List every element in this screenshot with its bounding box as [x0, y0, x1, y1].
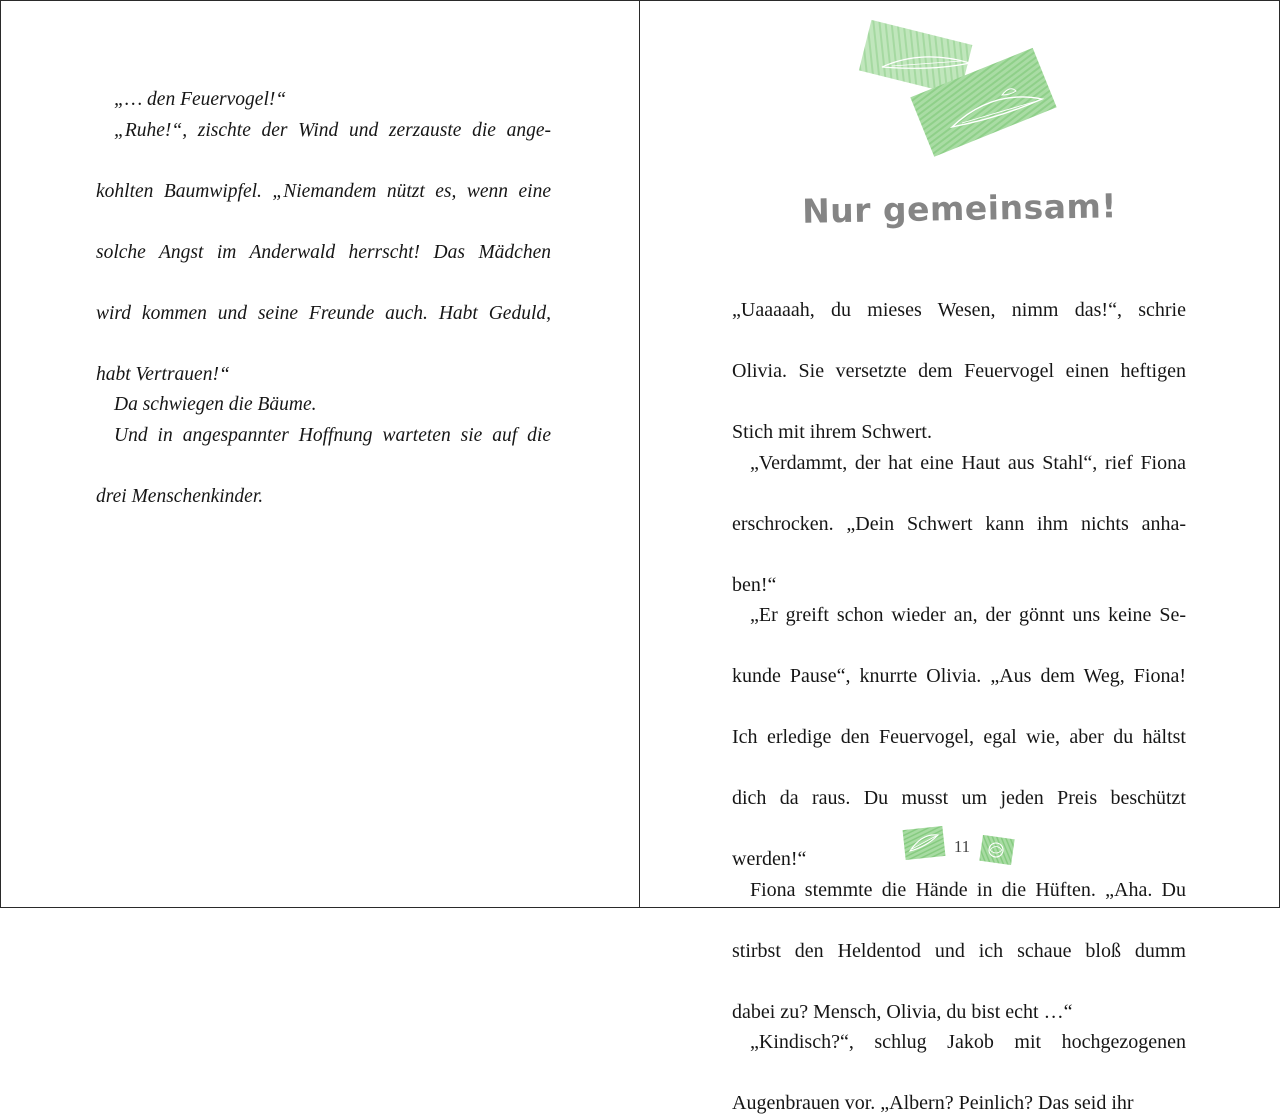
paragraph [96, 390, 551, 421]
right-page-text [732, 295, 1186, 1119]
paragraph [732, 448, 1186, 601]
text-line: „Kindisch?“, schlug Jakob mit hochgezogenen [750, 1031, 1186, 1053]
leaf-stamp-icon [979, 835, 1015, 865]
text-line: kohlten Baumwipfel. „Niemandem nützt es, wenn eine [96, 180, 551, 202]
paragraph [96, 421, 551, 513]
text-line: Olivia. Sie versetzte dem Feuervogel einen heftigen [732, 360, 1186, 382]
page-footer [640, 821, 1279, 871]
text-line: kunde Pause“, knurrte Olivia. „Aus dem Weg, Fiona! [732, 665, 1186, 687]
text-line: „Er greift schon wieder an, der gönnt uns keine Se- [750, 604, 1186, 626]
text-line: „Verdammt, der hat eine Haut aus Stahl“, rief Fiona [750, 451, 1186, 474]
left-page [1, 1, 639, 907]
text-line: „… den Feuervogel!“ [114, 89, 287, 110]
text-line: stirbst den Heldentod und ich schaue bloß dumm [732, 939, 1186, 962]
text-line: Augenbrauen vor. „Albern? Peinlich? Das seid ihr [732, 1092, 1134, 1114]
text-line: wird kommen und seine Freunde auch. Habt Geduld, [96, 302, 551, 324]
text-line: habt Vertrauen!“ [96, 363, 230, 385]
paragraph [732, 295, 1186, 448]
text-line: dich da raus. Du musst um jeden Preis beschützt [732, 787, 1186, 809]
text-line: Und in angespannter Hoffnung warteten sie auf die [114, 424, 551, 446]
text-line: erschrocken. „Dein Schwert kann ihm nichts anha- [732, 512, 1186, 535]
right-page [640, 1, 1279, 1114]
feather-stamp-icon [852, 19, 1062, 159]
text-line: Ich erledige den Feuervogel, egal wie, aber du hältst [732, 726, 1186, 748]
text-line: ben!“ [732, 573, 777, 596]
text-line: solche Angst im Anderwald herrscht! Das Mädchen [96, 241, 551, 263]
text-line: werden!“ [732, 848, 807, 870]
text-line: Da schwiegen die Bäume. [114, 394, 317, 415]
chapter-title: Nur gemeinsam! [801, 186, 1118, 231]
text-line: Stich mit ihrem Schwert. [732, 421, 932, 443]
text-line: „Uaaaaah, du mieses Wesen, nimm das!“, schrie [732, 299, 1186, 321]
paragraph [96, 116, 551, 391]
text-line: drei Menschenkinder. [96, 485, 264, 507]
text-line: Fiona stemmte die Hände in die Hüften. „Aha. Du [750, 878, 1186, 901]
paragraph [732, 875, 1186, 1028]
paragraph [732, 1027, 1186, 1119]
text-line: „Ruhe!“, zischte der Wind und zerzauste die ange- [114, 119, 551, 141]
text-line: dabei zu? Mensch, Olivia, du bist echt …“ [732, 1000, 1073, 1023]
left-page-text [96, 85, 551, 512]
paragraph [96, 85, 551, 116]
page-number: 11 [953, 837, 971, 856]
leaf-stamp-icon [902, 825, 946, 861]
